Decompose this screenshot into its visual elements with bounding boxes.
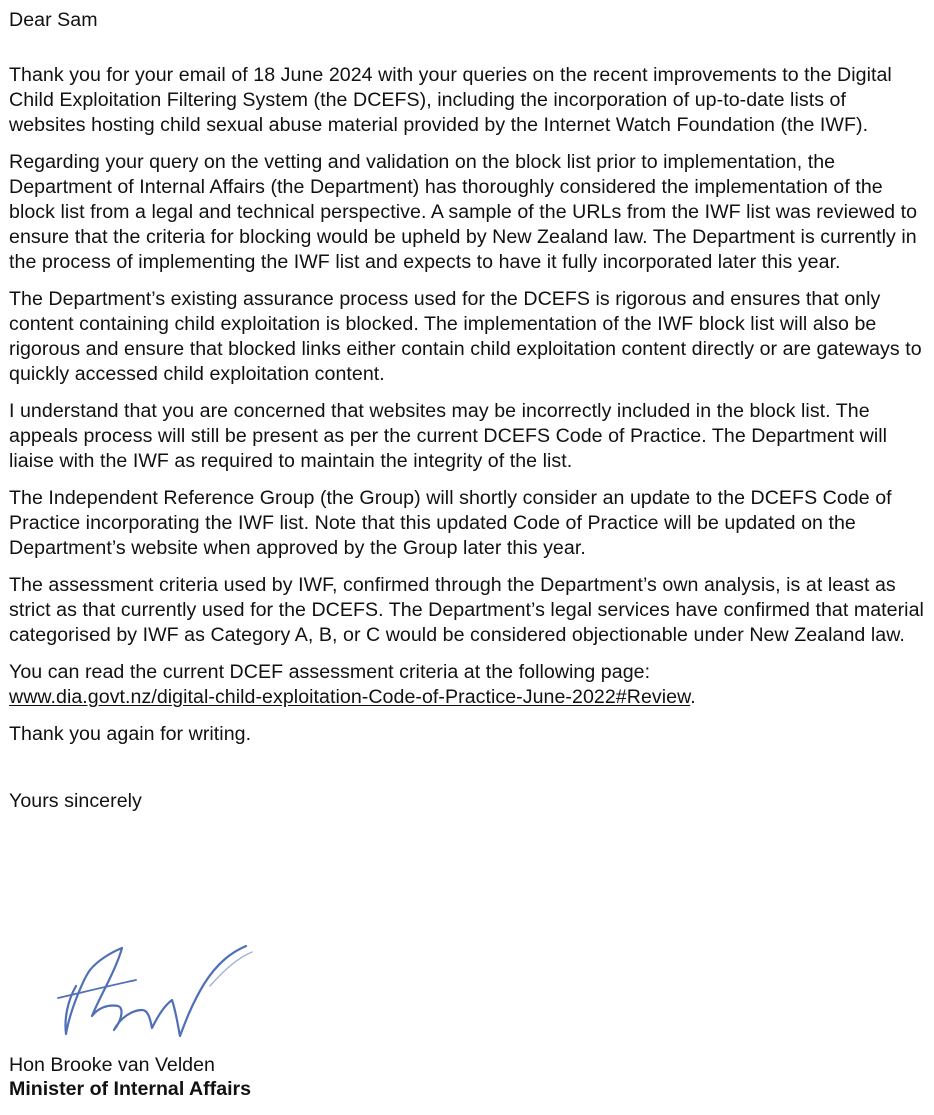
paragraph-email-thanks: Thank you for your email of 18 June 2024 with your queries on the recent improvements to the Digital Child Exploitation Filtering System (the DCEFS), including the incorporation of up-to-date lists of websites hosting child sexual abuse material provided by the Internet Watch Foundation (the IWF).	[9, 64, 892, 136]
letter-body	[9, 8, 924, 814]
paragraph-reference-group: The Independent Reference Group (the Group) will shortly consider an update to the DCEFS Code of Practice incorporating the IWF list. Note that this updated Code of Practice will be updated on the Department’s website when approved by the Group later this year.	[9, 487, 892, 559]
signature-stroke-accent	[58, 980, 136, 998]
handwritten-signature	[36, 928, 266, 1058]
closing-line: Yours sincerely	[9, 790, 142, 812]
signature-stroke-main	[65, 946, 246, 1036]
criteria-trailing-period: .	[690, 686, 696, 708]
criteria-link-paragraph	[9, 660, 924, 710]
paragraph-vetting-validation: Regarding your query on the vetting and validation on the block list prior to implementation, the Department of Internal Affairs (the Department) has thoroughly considered the implementation of the block list from a legal and technical perspective. A sample of the URLs from the IWF list was reviewed to ensure that the criteria for blocking would be upheld by New Zealand law. The Department is currently in the process of implementing the IWF list and expects to have it fully incorporated later this year.	[9, 151, 918, 273]
criteria-url-link[interactable]: www.dia.govt.nz/digital-child-exploitation-Code-of-Practice-June-2022#Review	[9, 686, 691, 708]
thanks-line: Thank you again for writing.	[9, 723, 252, 745]
paragraph-assessment-criteria: The assessment criteria used by IWF, confirmed through the Department’s own analysis, is at least as strict as that currently used for the DCEFS. The Department’s legal services have confirmed that material categorised by IWF as Category A, B, or C would be considered objectionable under New Zealand law.	[9, 574, 924, 646]
signatory-name: Hon Brooke van Velden	[9, 1054, 215, 1076]
paragraph-assurance-process: The Department’s existing assurance process used for the DCEFS is rigorous and ensures that only content containing child exploitation is blocked. The implementation of the IWF block list will also be rigorous and ensure that blocked links either contain child exploitation content directly or are gateways to quickly accessed child exploitation content.	[9, 288, 922, 385]
paragraph-appeals-process: I understand that you are concerned that websites may be incorrectly included in the block list. The appeals process will still be present as per the current DCEFS Code of Practice. The Department will liaise with the IWF as required to maintain the integrity of the list.	[9, 400, 888, 472]
salutation: Dear Sam	[9, 9, 98, 31]
signatory-title: Minister of Internal Affairs	[9, 1078, 252, 1100]
criteria-intro-text: You can read the current DCEF assessment criteria at the following page:	[9, 661, 651, 683]
